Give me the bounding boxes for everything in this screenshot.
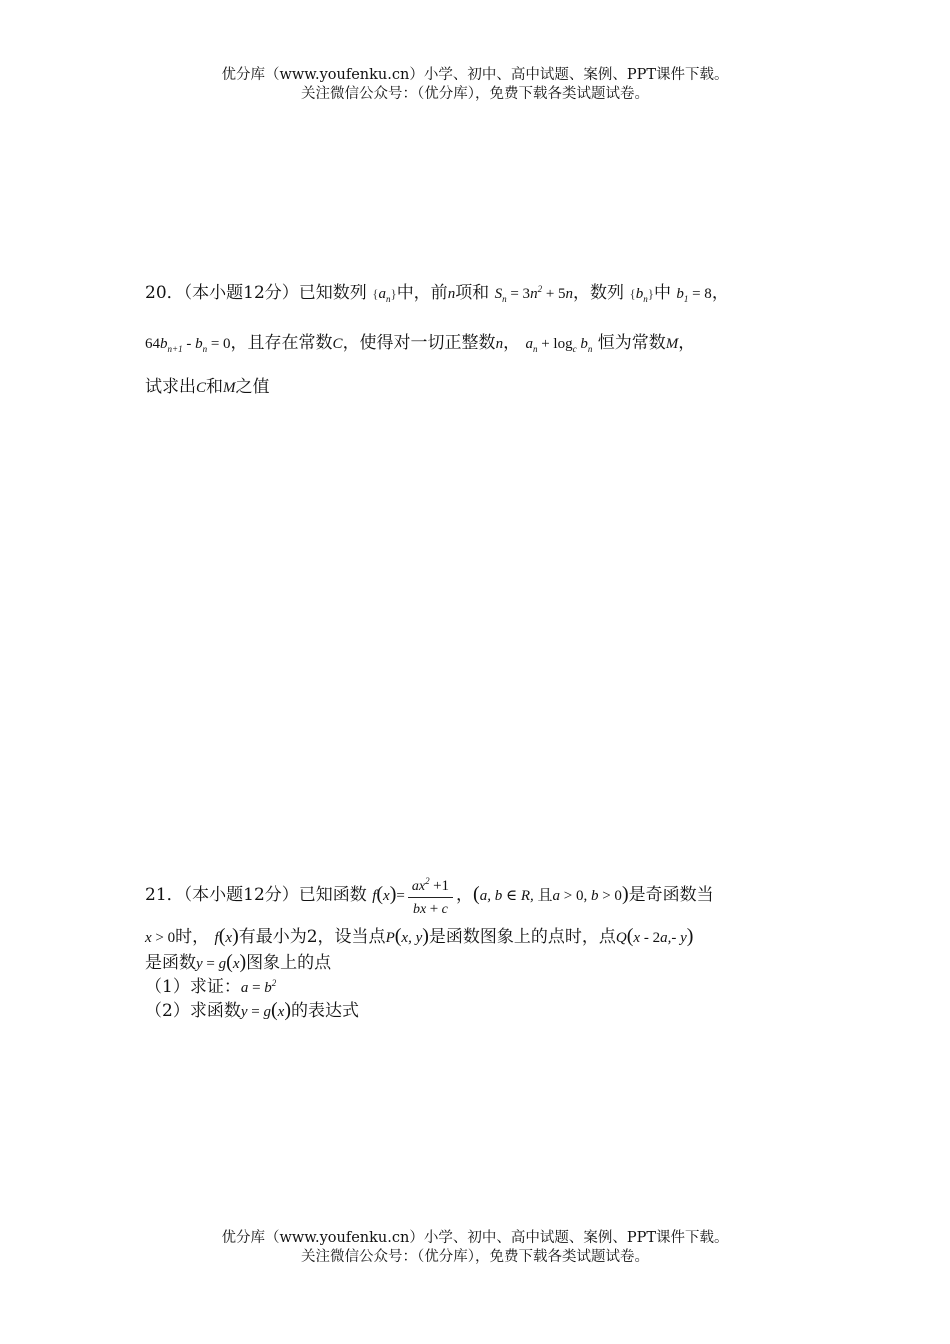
q21-part-2: （2）求函数y = g(x)的表达式: [145, 999, 359, 1021]
q21-line-1: 21．（本小题12分）已知函数 f(x)= $\frac{ax^2 +1}{bx + c}$ ，(a, b ∈ R, 且a > 0, b > 0)是奇函数当: [145, 872, 714, 919]
recurrence: $64b_{n+1} - b_n = 0$: [145, 336, 231, 354]
point-p: P(x, y): [385, 925, 429, 947]
q20-number: 20．: [145, 283, 184, 303]
footer-line-1: 优分库（www.youfenku.cn）小学、初中、高中试题、案例、PPT课件下载。: [221, 1230, 729, 1246]
q20-line-2: $64b_{n+1} - b_n = 0$，且存在常数C，使得对一切正整数n， $a_n + \log_c b_n$ 恒为常数M，: [145, 333, 696, 354]
function-def: f(x)=: [372, 883, 405, 905]
point-q: Q(x - 2a,- y): [615, 925, 694, 947]
header-line-2: 关注微信公众号：（优分库），免费下载各类试题试卷。: [301, 86, 649, 102]
question-21: [145, 868, 825, 1028]
q21-points: （本小题12分）: [183, 885, 299, 905]
q21-number: 21．: [145, 885, 184, 905]
footer-line-2: 关注微信公众号：（优分库），免费下载各类试题试卷。: [301, 1249, 649, 1265]
q20-line-3: 试求出C和M之值: [145, 377, 270, 397]
q20-line-1: 20．（本小题12分）已知数列 $\{a_n\}$中，前n项和 $S_n = 3n^2 + 5n$，数列 $\{b_n\}$中 $b_1 = 8$，: [145, 283, 729, 304]
seq-b: $\{b_n\}$: [629, 286, 654, 304]
question-20: [145, 272, 825, 402]
sum-formula: $S_n = 3n^2 + 5n$: [494, 284, 574, 304]
q21-line-3: 是函数y = g(x)图象上的点: [145, 951, 332, 973]
log-expression: $a_n + \log_c b_n$: [525, 336, 593, 354]
function-fraction: $\frac{ax^2 +1}{bx + c}$: [408, 872, 453, 919]
condition: (a, b ∈ R, 且a > 0, b > 0): [473, 883, 629, 905]
seq-a: $\{a_n\}$: [372, 286, 397, 304]
header-line-1: 优分库（www.youfenku.cn）小学、初中、高中试题、案例、PPT课件下载。: [221, 67, 729, 83]
q21-line-2: x > 0时， f(x)有最小为2，设当点P(x, y)是函数图象上的点时，点Q(x - 2a,- y): [145, 925, 694, 947]
q20-points: （本小题12分）: [183, 283, 299, 303]
page-footer: [0, 1229, 950, 1267]
page-header: [0, 66, 950, 104]
q21-part-1: （1）求证：$a = b^2$: [145, 977, 277, 997]
